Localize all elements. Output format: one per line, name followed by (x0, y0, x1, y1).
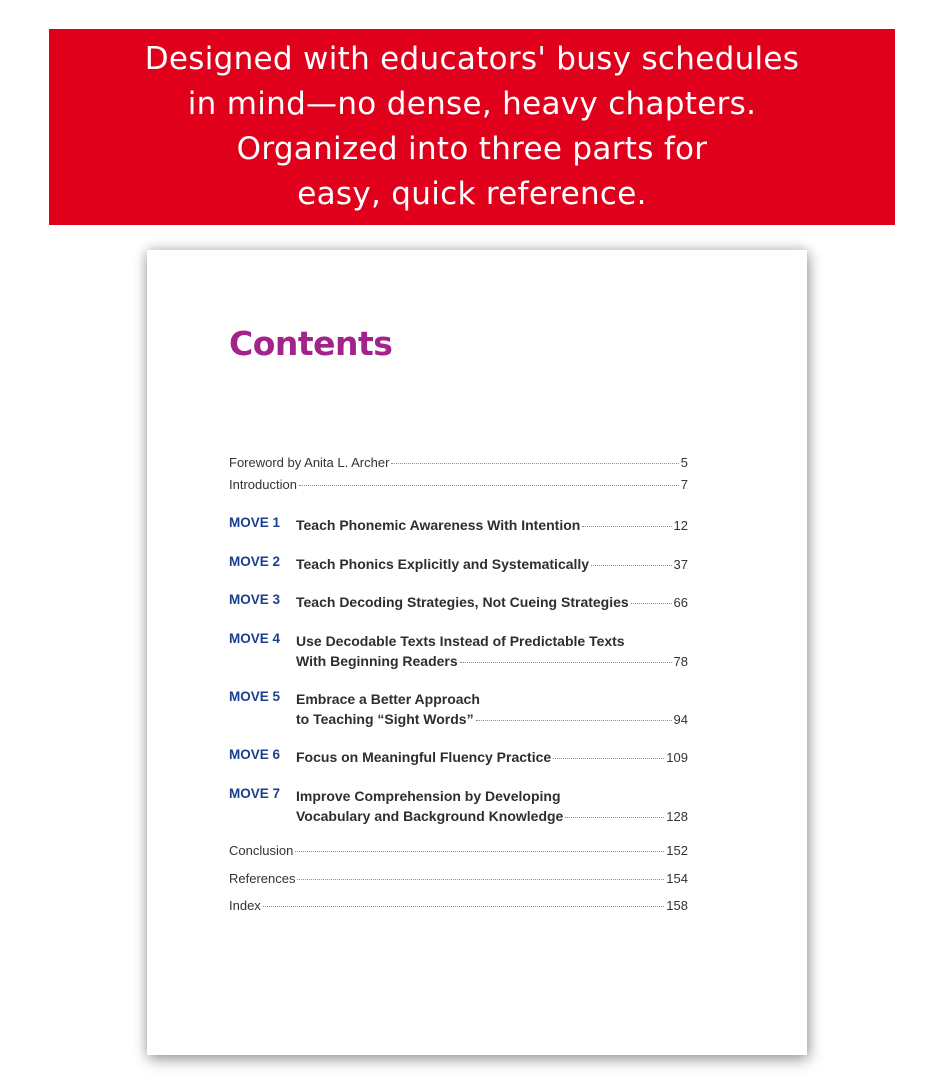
move-title-line-1: Embrace a Better Approach (296, 691, 480, 707)
move-label: MOVE 4 (229, 631, 281, 646)
contents-page (147, 250, 807, 1055)
toc-entry-title: Foreword by Anita L. Archer (229, 455, 390, 470)
promo-banner (49, 29, 895, 225)
dot-leader (553, 758, 664, 759)
move-label: MOVE 3 (229, 592, 281, 607)
toc-page-number: 154 (666, 871, 688, 886)
page-title: Contents (229, 324, 393, 363)
move-title: Teach Decoding Strategies, Not Cueing Strategies (296, 594, 629, 610)
dot-leader (591, 565, 671, 566)
dot-leader (582, 526, 671, 527)
toc-page-number: 66 (673, 595, 688, 610)
toc-entry-foreword (229, 455, 688, 470)
toc-page-number: 78 (673, 654, 688, 669)
move-label: MOVE 5 (229, 689, 281, 704)
banner-line-3: Organized into three parts for (236, 131, 708, 167)
toc-entry-introduction (229, 477, 688, 492)
move-label: MOVE 1 (229, 515, 281, 530)
toc-entry-references (229, 871, 688, 886)
move-title-line-2: to Teaching “Sight Words” (296, 711, 474, 727)
toc-page-number: 158 (666, 898, 688, 913)
toc-entry-title: Index (229, 898, 261, 913)
dot-leader (631, 603, 672, 604)
move-title: Teach Phonics Explicitly and Systematically (296, 556, 590, 572)
toc-entry-conclusion (229, 843, 688, 858)
banner-text (145, 37, 800, 217)
toc-page-number: 37 (673, 557, 688, 572)
move-title-line-2: With Beginning Readers (296, 653, 458, 669)
move-label: MOVE 6 (229, 747, 281, 762)
dot-leader (476, 720, 672, 721)
banner-line-1: Designed with educators' busy schedules (144, 41, 800, 77)
dot-leader (299, 485, 679, 486)
move-title-line-1: Use Decodable Texts Instead of Predictable Texts (296, 633, 625, 649)
toc-entry-index (229, 898, 688, 913)
move-title-line-1: Improve Comprehension by Developing (296, 788, 561, 804)
toc-page-number: 12 (673, 518, 688, 533)
banner-line-4: easy, quick reference. (297, 176, 647, 212)
dot-leader (391, 463, 678, 464)
toc-page-number: 128 (666, 809, 688, 824)
toc-entry-title: Introduction (229, 477, 297, 492)
banner-line-2: in mind—no dense, heavy chapters. (187, 86, 757, 122)
dot-leader (460, 662, 672, 663)
toc-page-number: 94 (673, 712, 688, 727)
move-title: Teach Phonemic Awareness With Intention (296, 517, 581, 533)
toc-entry-title: Conclusion (229, 843, 294, 858)
move-label: MOVE 2 (229, 554, 281, 569)
move-title-line-2: Vocabulary and Background Knowledge (296, 808, 564, 824)
dot-leader (263, 906, 664, 907)
move-title: Focus on Meaningful Fluency Practice (296, 749, 552, 765)
dot-leader (295, 851, 664, 852)
toc-page-number: 109 (666, 750, 688, 765)
dot-leader (297, 879, 664, 880)
toc-page-number: 152 (666, 843, 688, 858)
toc-entry-title: References (229, 871, 296, 886)
toc-page-number: 7 (680, 477, 688, 492)
toc-page-number: 5 (680, 455, 688, 470)
dot-leader (565, 817, 664, 818)
move-label: MOVE 7 (229, 786, 281, 801)
